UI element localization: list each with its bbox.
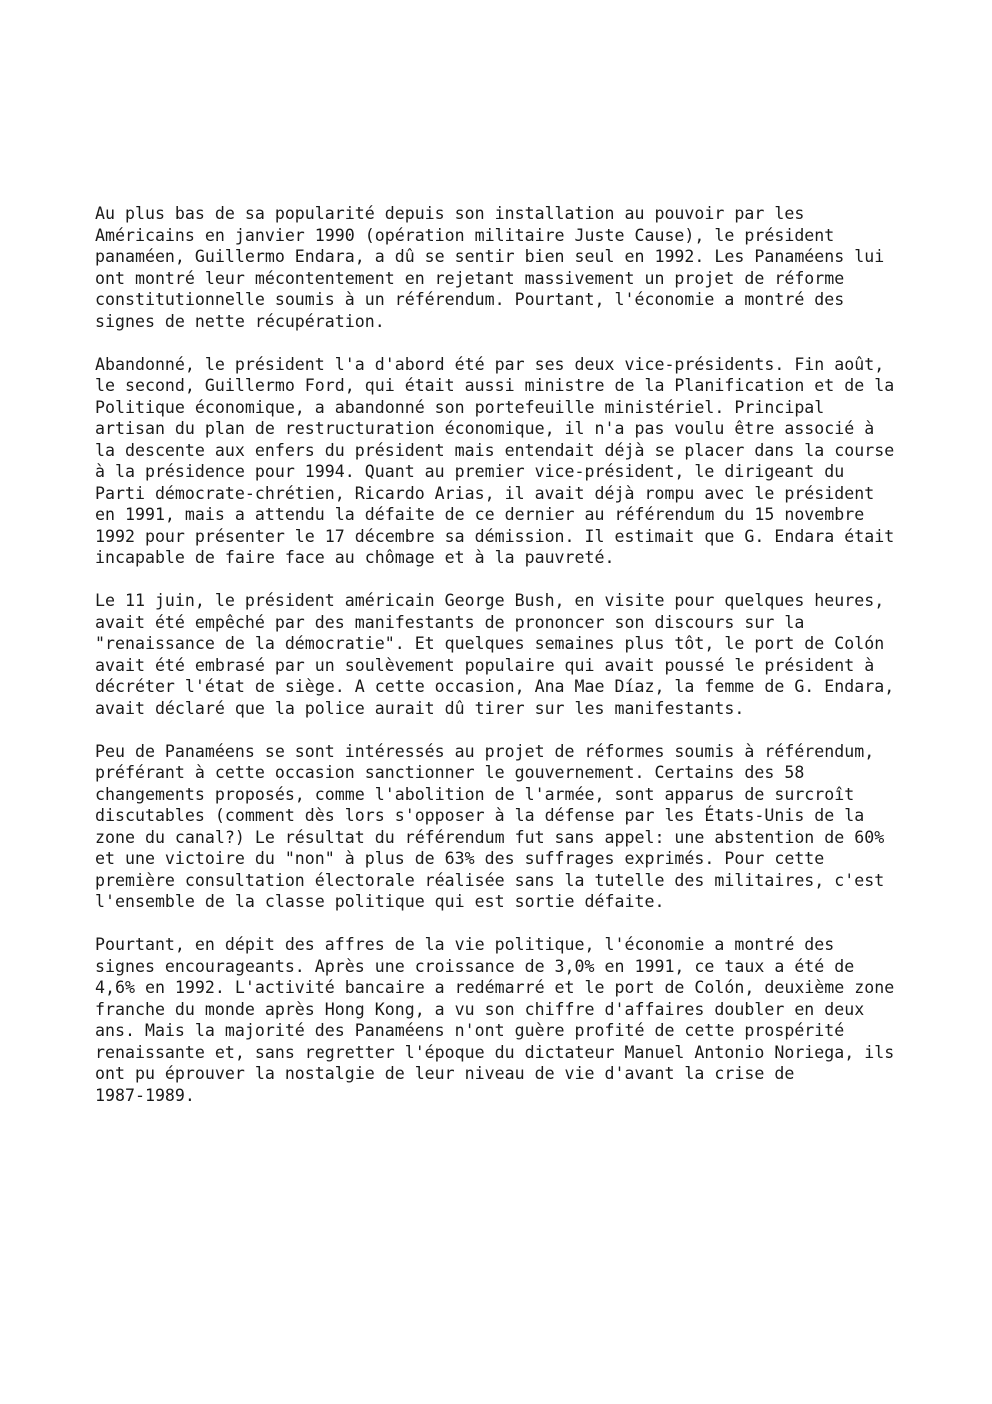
text-line: avait été embrasé par un soulèvement populaire qui avait poussé le président à <box>95 655 875 675</box>
text-line: avait déclaré que la police aurait dû tirer sur les manifestants. <box>95 698 745 718</box>
text-line: Pourtant, en dépit des affres de la vie politique, l'économie a montré des <box>95 935 835 954</box>
text-line: Parti démocrate-chrétien, Ricardo Arias, il avait déjà rompu avec le président <box>95 483 875 503</box>
paragraph-3 <box>95 590 955 719</box>
text-line: Au plus bas de sa popularité depuis son installation au pouvoir par les <box>95 204 805 223</box>
text-line: Peu de Panaméens se sont intéressés au projet de réformes soumis à référendum, <box>95 741 875 761</box>
text-line: l'ensemble de la classe politique qui est sortie défaite. <box>95 892 665 911</box>
text-line: ont montré leur mécontentement en rejetant massivement un projet de réforme <box>95 268 845 288</box>
text-line: ans. Mais la majorité des Panaméens n'ont guère profité de cette prospérité <box>95 1021 845 1040</box>
text-line: "renaissance de la démocratie". Et quelques semaines plus tôt, le port de Colón <box>95 634 885 653</box>
text-line: Le 11 juin, le président américain George Bush, en visite pour quelques heures, <box>95 591 885 610</box>
paragraph-5 <box>95 934 955 1106</box>
text-line: préférant à cette occasion sanctionner le gouvernement. Certains des 58 <box>95 763 805 782</box>
text-line: avait été empêché par des manifestants de prononcer son discours sur la <box>95 612 805 632</box>
text-line: 4,6% en 1992. L'activité bancaire a redémarré et le port de Colón, deuxième zone <box>95 978 895 997</box>
text-line: artisan du plan de restructuration économique, il n'a pas voulu être associé à <box>95 419 875 438</box>
text-line: Politique économique, a abandonné son portefeuille ministériel. Principal <box>95 397 825 417</box>
text-line: discutables (comment dès lors s'opposer à la défense par les États-Unis de la <box>95 806 865 825</box>
text-line: Abandonné, le président l'a d'abord été par ses deux vice-présidents. Fin août, <box>95 354 885 374</box>
paragraph-1 <box>95 203 955 332</box>
text-line: décréter l'état de siège. A cette occasion, Ana Mae Díaz, la femme de G. Endara, <box>95 677 895 696</box>
text-line: la descente aux enfers du président mais entendait déjà se placer dans la course <box>95 440 895 460</box>
text-line: en 1991, mais a attendu la défaite de ce dernier au référendum du 15 novembre <box>95 505 865 524</box>
text-line: première consultation électorale réalisée sans la tutelle des militaires, c'est <box>95 870 885 890</box>
text-line: à la présidence pour 1994. Quant au premier vice-président, le dirigeant du <box>95 462 845 481</box>
text-line: zone du canal?) Le résultat du référendum fut sans appel: une abstention de 60% <box>95 827 885 847</box>
text-line: changements proposés, comme l'abolition de l'armée, sont apparus de surcroît <box>95 784 855 804</box>
text-line: 1987-1989. <box>95 1085 195 1105</box>
text-line: renaissante et, sans regretter l'époque du dictateur Manuel Antonio Noriega, ils <box>95 1042 895 1062</box>
paragraph-4 <box>95 741 955 913</box>
paragraph-2 <box>95 354 955 569</box>
document-body <box>95 203 955 1128</box>
text-line: 1992 pour présenter le 17 décembre sa démission. Il estimait que G. Endara était <box>95 526 895 546</box>
text-line: Américains en janvier 1990 (opération militaire Juste Cause), le président <box>95 225 835 245</box>
text-line: ont pu éprouver la nostalgie de leur niveau de vie d'avant la crise de <box>95 1064 795 1083</box>
text-line: constitutionnelle soumis à un référendum. Pourtant, l'économie a montré des <box>95 290 845 309</box>
text-line: le second, Guillermo Ford, qui était aussi ministre de la Planification et de la <box>95 376 895 395</box>
text-line: incapable de faire face au chômage et à la pauvreté. <box>95 548 615 567</box>
text-line: panaméen, Guillermo Endara, a dû se sentir bien seul en 1992. Les Panaméens lui <box>95 247 885 266</box>
text-line: signes encourageants. Après une croissance de 3,0% en 1991, ce taux a été de <box>95 956 855 976</box>
text-line: et une victoire du "non" à plus de 63% des suffrages exprimés. Pour cette <box>95 849 825 868</box>
text-line: franche du monde après Hong Kong, a vu son chiffre d'affaires doubler en deux <box>95 999 865 1019</box>
text-line: signes de nette récupération. <box>95 311 385 331</box>
